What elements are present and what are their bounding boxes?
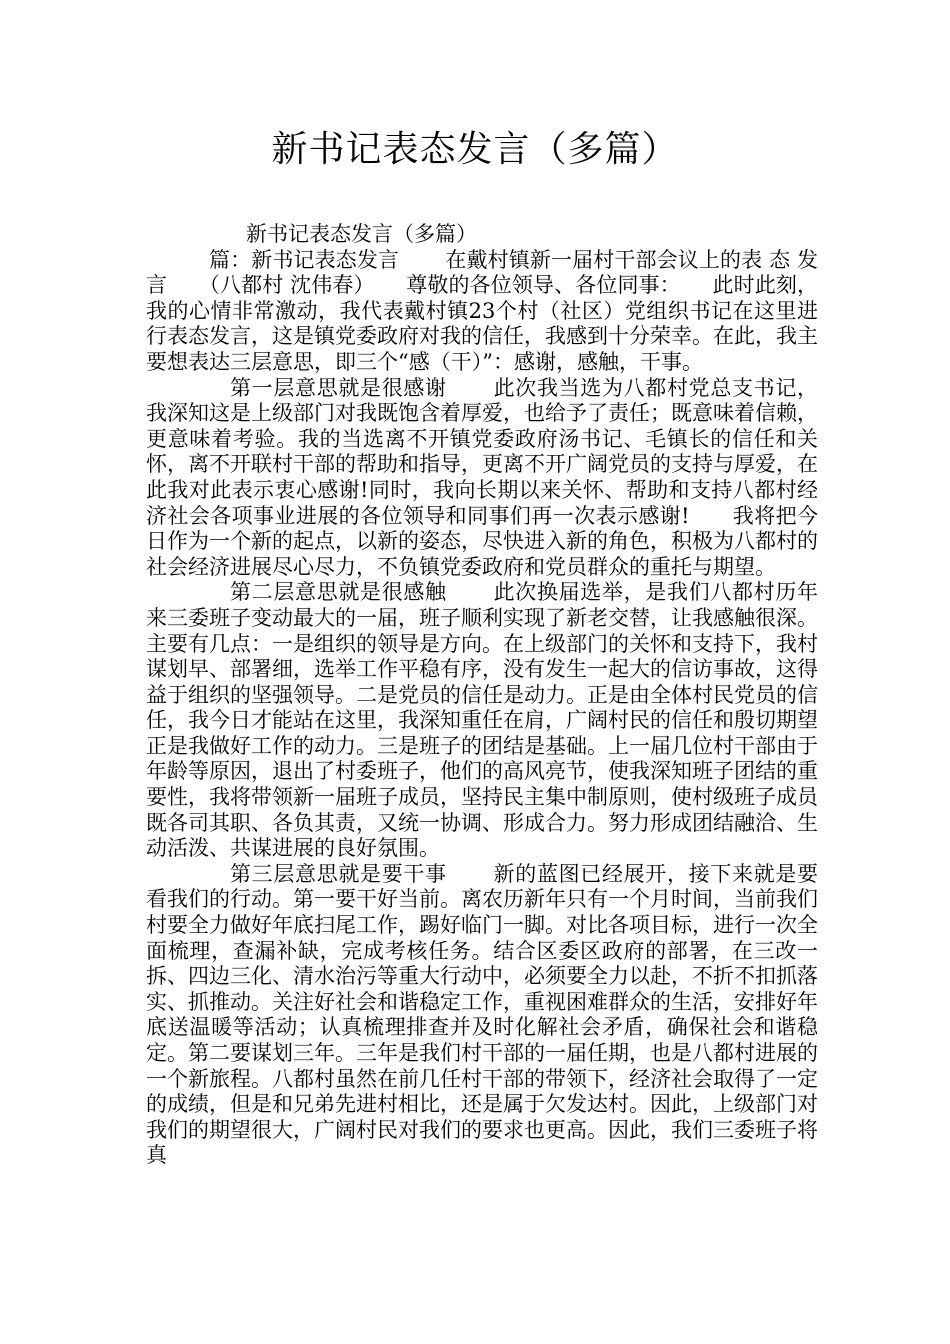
- paragraph-1: [146, 248, 818, 376]
- paragraph-2-lead: 第一层意思就是很感谢: [230, 375, 447, 400]
- paragraph-3: [146, 580, 818, 862]
- document-subtitle: 新书记表态发言（多篇）: [246, 222, 477, 246]
- paragraph-3-text: 此次换届选举，是我们八都村历年来三委班子变动最大的一届，班子顺利实现了新老交替，让我感触很深。主要有几点：一是组织的领导是方向。在上级部门的关怀和支持下，我村谋划早、部署细，选举工作平稳有序，没有发生一起大的信访事故，这得益于组织的坚强领导。二是党员的信任是动力。正是由全体村民党员的信任，我今日才能站在这里，我深知重任在肩，广阔村民的信任和殷切期望正是我做好工作的动力。三是班子的团结是基础。上一届几位村干部由于年龄等原因，退出了村委班子，他们的高风亮节，使我深知班子团结的重要性，我将带领新一届班子成员，坚持民主集中制原则，使村级班子成员既各司其职、各负其责，又统一协调、形成合力。努力形成团结融洽、生动活泼、共谋进展的良好氛围。: [146, 580, 819, 861]
- paragraph-4: [146, 862, 818, 1169]
- paragraph-3-lead: 第二层意思就是很感触: [230, 580, 447, 605]
- paragraph-1-lead: 篇：新书记表态发言: [209, 247, 400, 272]
- paragraph-1-text: 在戴村镇新一届村干部会议上的表 态 发 言 （八都村 沈伟春） 尊敬的各位领导、各位同事： 此时此刻，我的心情非常激动，我代表戴村镇23个村（社区）党组织书记在这里进行表态发言，这是镇党委政府对我的信任，我感到十分荣幸。在此，我主要想表达三层意思，即三个“感（干）”：感谢，感触，干事。: [146, 247, 818, 374]
- paragraph-2-text: 此次我当选为八都村党总支书记，我深知这是上级部门对我既饱含着厚爱，也给予了责任；既意味着信赖，更意味着考验。我的当选离不开镇党委政府汤书记、毛镇长的信任和关怀，离不开联村干部的帮助和指导，更离不开广阔党员的支持与厚爱，在此我对此表示衷心感谢!同时，我向长期以来关怀、帮助和支持八都村经济社会各项事业进展的各位领导和同事们再一次表示感谢! 我将把今日作为一个新的起点，以新的姿态，尽快进入新的角色，积极为八都村的社会经济进展尽心尽力，不负镇党委政府和党员群众的重托与期望。: [146, 375, 819, 579]
- paragraph-4-lead: 第三层意思就是要干事: [230, 861, 447, 886]
- paragraph-2: [146, 376, 818, 581]
- document-title: 新书记表态发言（多篇）: [271, 129, 679, 170]
- paragraph-4-text: 新的蓝图已经展开，接下来就是要看我们的行动。第一要干好当前。离农历新年只有一个月时间，当前我们村要全力做好年底扫尾工作，踢好临门一脚。对比各项目标，进行一次全面梳理，查漏补缺，完成考核任务。结合区委区政府的部署，在三改一拆、四边三化、清水治污等重大行动中，必须要全力以赴，不折不扣抓落实、抓推动。关注好社会和谐稳定工作，重视困难群众的生活，安排好年底送温暖等活动；认真梳理排查并及时化解社会矛盾，确保社会和谐稳定。第二要谋划三年。三年是我们村干部的一届任期，也是八都村进展的一个新旅程。八都村虽然在前几任村干部的带领下，经济社会取得了一定的成绩，但是和兄弟先进村相比，还是属于欠发达村。因此，上级部门对我们的期望很大，广阔村民对我们的要求也更高。因此，我们三委班子将真: [146, 861, 819, 1168]
- document-body: [146, 222, 818, 1169]
